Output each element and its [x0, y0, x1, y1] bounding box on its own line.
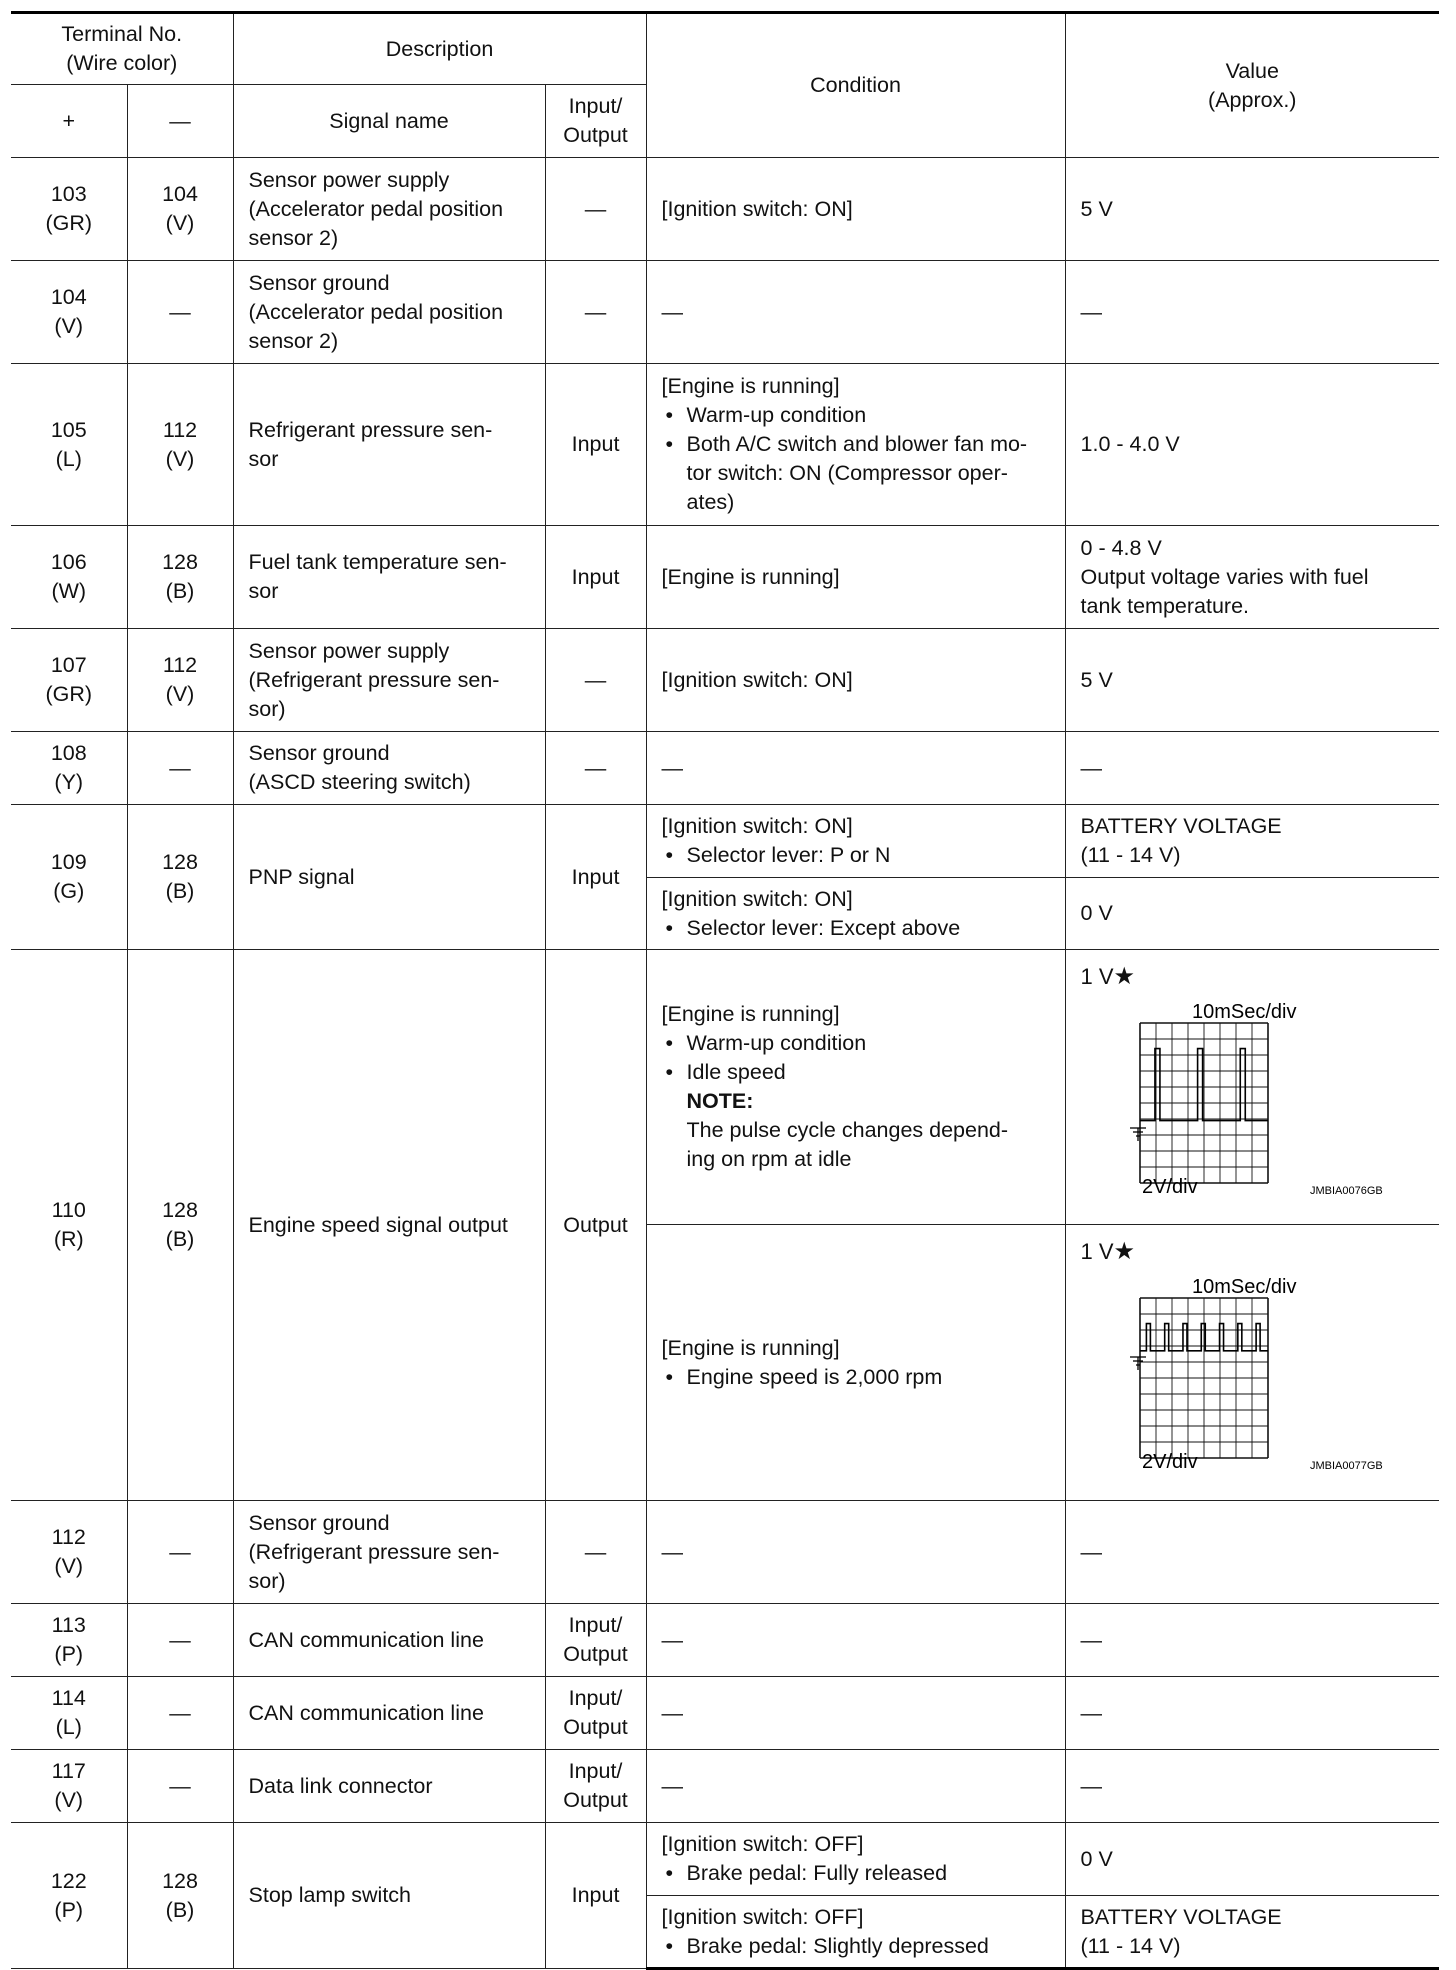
signal-name: Fuel tank temperature sen- sor	[233, 526, 545, 629]
value: BATTERY VOLTAGE (11 - 14 V)	[1065, 1896, 1439, 1969]
condition-bullet: • Selector lever: P or N	[662, 841, 1059, 870]
plus-terminal: 105 (L)	[11, 364, 127, 526]
io-value: —	[545, 732, 646, 805]
value: —	[1065, 1604, 1439, 1677]
value: —	[1065, 1750, 1439, 1823]
io-value: Output	[545, 950, 646, 1501]
table-row	[11, 1604, 1439, 1677]
condition: —	[646, 732, 1065, 805]
table-row	[11, 805, 1439, 878]
condition: —	[646, 1750, 1065, 1823]
note-heading: NOTE:	[686, 1089, 754, 1113]
plus-terminal: 103 (GR)	[11, 158, 127, 261]
io-header: Input/ Output	[545, 85, 646, 158]
minus-terminal: 112 (V)	[127, 364, 233, 526]
signal-name: Sensor power supply (Accelerator pedal position sensor 2)	[233, 158, 545, 261]
signal-name: Sensor power supply (Refrigerant pressure sen- sor)	[233, 629, 545, 732]
scope-grid	[1140, 1298, 1268, 1458]
value: 0 - 4.8 V Output voltage varies with fuel tank temperature.	[1065, 526, 1439, 629]
condition-bullet: • Both A/C switch and blower fan mo-	[662, 430, 1059, 459]
oscilloscope-waveform	[1082, 993, 1412, 1198]
value: —	[1065, 732, 1439, 805]
io-value: —	[545, 629, 646, 732]
condition: [Engine is running] • Engine speed is 2,000 rpm	[646, 1225, 1065, 1501]
plus-terminal: 107 (GR)	[11, 629, 127, 732]
condition-bullet: • Brake pedal: Slightly depressed	[662, 1932, 1059, 1961]
io-value: Input	[545, 526, 646, 629]
io-value: Input	[545, 1823, 646, 1969]
plus-terminal: 113 (P)	[11, 1604, 127, 1677]
plus-header: +	[11, 85, 127, 158]
signal-name: Data link connector	[233, 1750, 545, 1823]
value: 5 V	[1065, 629, 1439, 732]
value: 1 V★ 10mSec/div 2V/div JMBIA0077GB	[1065, 1225, 1439, 1501]
ecm-terminal-table	[11, 11, 1439, 1970]
condition-bullet: • Warm-up condition	[662, 1029, 1059, 1058]
value: BATTERY VOLTAGE (11 - 14 V)	[1065, 805, 1439, 878]
signal-name: PNP signal	[233, 805, 545, 950]
value: 0 V	[1065, 878, 1439, 950]
plus-terminal: 110 (R)	[11, 950, 127, 1501]
condition-bullet: • Engine speed is 2,000 rpm	[662, 1363, 1059, 1392]
condition: —	[646, 1677, 1065, 1750]
io-value: —	[545, 1501, 646, 1604]
condition-header: Condition	[646, 13, 1065, 158]
condition-bullet: • Idle speed	[662, 1058, 1059, 1087]
value: 0 V	[1065, 1823, 1439, 1896]
figure-code: JMBIA0077GB	[1309, 1460, 1383, 1472]
minus-terminal: —	[127, 261, 233, 364]
io-value: Input/ Output	[545, 1604, 646, 1677]
signal-name: Refrigerant pressure sen- sor	[233, 364, 545, 526]
condition: —	[646, 1604, 1065, 1677]
table-row	[11, 629, 1439, 732]
time-division-label: 10mSec/div	[1191, 1276, 1297, 1298]
value: —	[1065, 1501, 1439, 1604]
condition: [Ignition switch: ON]	[646, 629, 1065, 732]
plus-terminal: 108 (Y)	[11, 732, 127, 805]
star-icon: ★	[1113, 1238, 1136, 1265]
minus-terminal: 112 (V)	[127, 629, 233, 732]
condition: —	[646, 1501, 1065, 1604]
plus-terminal: 117 (V)	[11, 1750, 127, 1823]
volt-division-label: 2V/div	[1141, 1176, 1198, 1198]
table-row	[11, 1750, 1439, 1823]
minus-terminal: —	[127, 1750, 233, 1823]
minus-terminal: —	[127, 732, 233, 805]
table-row	[11, 1677, 1439, 1750]
io-value: Input	[545, 805, 646, 950]
io-value: —	[545, 261, 646, 364]
plus-terminal: 106 (W)	[11, 526, 127, 629]
signal-name: Sensor ground (ASCD steering switch)	[233, 732, 545, 805]
condition: [Engine is running] • Warm-up condition • Both A/C switch and blower fan mo- tor switch: ON (Compressor oper- ates)	[646, 364, 1065, 526]
plus-terminal: 114 (L)	[11, 1677, 127, 1750]
ground-icon	[1130, 1128, 1146, 1141]
ground-icon	[1130, 1357, 1146, 1370]
condition: [Engine is running]	[646, 526, 1065, 629]
plus-terminal: 122 (P)	[11, 1823, 127, 1969]
table-row	[11, 732, 1439, 805]
oscilloscope-waveform	[1082, 1268, 1412, 1473]
signal-name-header: Signal name	[233, 85, 545, 158]
minus-header: —	[127, 85, 233, 158]
condition-bullet: • Brake pedal: Fully released	[662, 1859, 1059, 1888]
description-header: Description	[233, 13, 646, 85]
signal-name: Sensor ground (Refrigerant pressure sen- sor)	[233, 1501, 545, 1604]
condition: [Ignition switch: ON]	[646, 158, 1065, 261]
plus-terminal: 109 (G)	[11, 805, 127, 950]
signal-name: Stop lamp switch	[233, 1823, 545, 1969]
value-header: Value (Approx.)	[1065, 13, 1439, 158]
signal-name: CAN communication line	[233, 1604, 545, 1677]
io-value: Input/ Output	[545, 1750, 646, 1823]
plus-terminal: 112 (V)	[11, 1501, 127, 1604]
condition: [Ignition switch: ON] • Selector lever: Except above	[646, 878, 1065, 950]
plus-terminal: 104 (V)	[11, 261, 127, 364]
terminal-no-header: Terminal No. (Wire color)	[11, 13, 233, 85]
condition: [Ignition switch: OFF] • Brake pedal: Slightly depressed	[646, 1896, 1065, 1969]
condition-bullet: • Warm-up condition	[662, 401, 1059, 430]
io-value: —	[545, 158, 646, 261]
header-row-1	[11, 13, 1439, 85]
signal-name: Engine speed signal output	[233, 950, 545, 1501]
table-row	[11, 158, 1439, 261]
minus-terminal: 128 (B)	[127, 805, 233, 950]
signal-name: CAN communication line	[233, 1677, 545, 1750]
table-row	[11, 364, 1439, 526]
table-row	[11, 526, 1439, 629]
minus-terminal: 128 (B)	[127, 950, 233, 1501]
minus-terminal: 104 (V)	[127, 158, 233, 261]
table-row	[11, 950, 1439, 1225]
condition: [Ignition switch: ON] • Selector lever: P or N	[646, 805, 1065, 878]
condition: —	[646, 261, 1065, 364]
minus-terminal: —	[127, 1501, 233, 1604]
minus-terminal: —	[127, 1604, 233, 1677]
value: —	[1065, 1677, 1439, 1750]
minus-terminal: 128 (B)	[127, 1823, 233, 1969]
volt-division-label: 2V/div	[1141, 1451, 1198, 1473]
value: 1.0 - 4.0 V	[1065, 364, 1439, 526]
star-icon: ★	[1113, 963, 1136, 990]
figure-code: JMBIA0076GB	[1309, 1185, 1383, 1197]
table-row	[11, 1823, 1439, 1896]
condition-bullet: • Selector lever: Except above	[662, 914, 1059, 943]
condition: [Ignition switch: OFF] • Brake pedal: Fully released	[646, 1823, 1065, 1896]
io-value: Input	[545, 364, 646, 526]
table-row	[11, 1501, 1439, 1604]
minus-terminal: 128 (B)	[127, 526, 233, 629]
signal-name: Sensor ground (Accelerator pedal position sensor 2)	[233, 261, 545, 364]
table-row	[11, 261, 1439, 364]
condition: [Engine is running] • Warm-up condition • Idle speed NOTE: The pulse cycle changes depend- ing on rpm at idle	[646, 950, 1065, 1225]
value: 1 V★ 10mSec/div 2V/div JMBIA0076GB	[1065, 950, 1439, 1225]
value: —	[1065, 261, 1439, 364]
io-value: Input/ Output	[545, 1677, 646, 1750]
time-division-label: 10mSec/div	[1191, 1001, 1297, 1023]
value: 5 V	[1065, 158, 1439, 261]
minus-terminal: —	[127, 1677, 233, 1750]
